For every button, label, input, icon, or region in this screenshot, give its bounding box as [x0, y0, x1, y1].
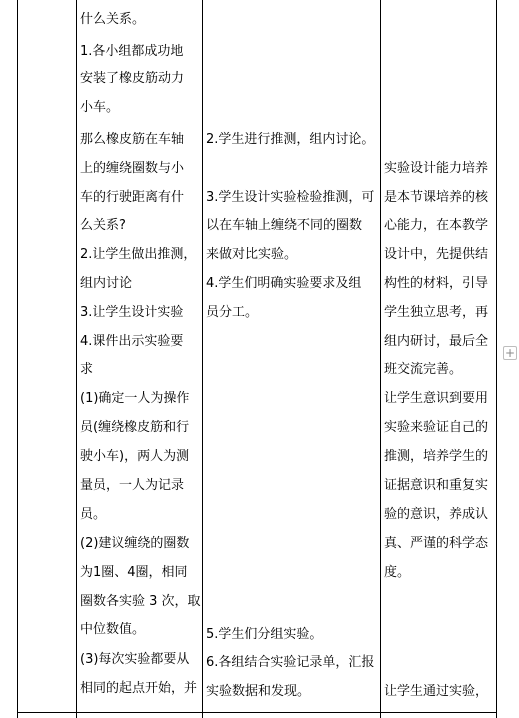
table-column-divider	[76, 0, 77, 718]
text-line: 车的行驶距离有什	[80, 190, 185, 205]
text-line: 2.让学生做出推测，	[80, 247, 197, 262]
text-line: 3.学生设计实验检验推测，可	[206, 190, 375, 205]
text-line: 量员，一人为记录	[80, 478, 185, 493]
text-line: 小车。	[80, 100, 120, 115]
table-border-right	[496, 0, 497, 718]
text-line: 中位数值。	[80, 622, 146, 637]
text-line: 2.学生进行推测，组内讨论。	[206, 132, 375, 147]
text-line: 实验设计能力培养	[384, 161, 489, 176]
text-line: 学生独立思考，再	[384, 305, 489, 320]
text-line: 来做对比实验。	[206, 247, 298, 262]
text-line: 那么橡皮筋在车轴	[80, 132, 185, 147]
text-line: 员分工。	[206, 305, 259, 320]
text-line: 求	[80, 362, 94, 377]
text-line: 1.各小组都成功地	[80, 44, 184, 59]
text-line: 6.各组结合实验记录单，汇报	[206, 655, 375, 670]
text-line: 员(缠绕橡皮筋和行	[80, 420, 190, 435]
table-border-bottom	[17, 712, 497, 713]
text-line: 实验数据和发现。	[206, 684, 311, 699]
text-line: 推测，培养学生的	[384, 449, 489, 464]
text-line: 构性的材料，引导	[384, 276, 489, 291]
text-line: 实验来验证自己的	[384, 420, 489, 435]
text-line: 什么关系。	[80, 12, 146, 27]
text-line: 为1圈、4圈，相同	[80, 565, 188, 580]
text-line: 让学生通过实验，	[384, 684, 489, 699]
text-line: (3)每次实验都要从	[80, 652, 190, 667]
text-line: 安装了橡皮筋动力	[80, 71, 185, 86]
text-line: 么关系?	[80, 218, 126, 233]
text-line: 班交流完善。	[384, 362, 463, 377]
text-line: 证据意识和重复实	[384, 478, 489, 493]
text-line: (2)建议缠绕的圈数	[80, 536, 190, 551]
text-line: 让学生意识到要用	[384, 391, 489, 406]
text-line: 是本节课培养的核	[384, 190, 489, 205]
text-line: 4.学生们明确实验要求及组	[206, 276, 362, 291]
text-line: 验的意识，养成认	[384, 507, 489, 522]
text-line: 3.让学生设计实验	[80, 305, 184, 320]
text-line: 设计中，先提供结	[384, 247, 489, 262]
text-line: 员。	[80, 507, 107, 522]
text-line: 组内讨论	[80, 276, 133, 291]
text-line: 5.学生们分组实验。	[206, 627, 323, 642]
text-line: 相同的起点开始，并	[80, 681, 198, 696]
text-line: 上的缠绕圈数与小	[80, 161, 185, 176]
text-line: 以在车轴上缠绕不同的圈数	[206, 218, 363, 233]
table-border-left	[17, 0, 18, 718]
text-line: 圈数各实验 3 次，取	[80, 594, 201, 609]
add-icon[interactable]: +	[504, 346, 516, 360]
text-line: 心能力，在本教学	[384, 218, 489, 233]
text-line: 组内研讨，最后全	[384, 334, 489, 349]
table-column-divider	[380, 0, 381, 718]
text-line: 驶小车)，两人为测	[80, 449, 190, 464]
text-line: 度。	[384, 565, 411, 580]
text-line: 真、严谨的科学态	[384, 536, 489, 551]
text-line: (1)确定一人为操作	[80, 391, 190, 406]
text-line: 4.课件出示实验要	[80, 334, 184, 349]
table-column-divider	[202, 0, 203, 718]
